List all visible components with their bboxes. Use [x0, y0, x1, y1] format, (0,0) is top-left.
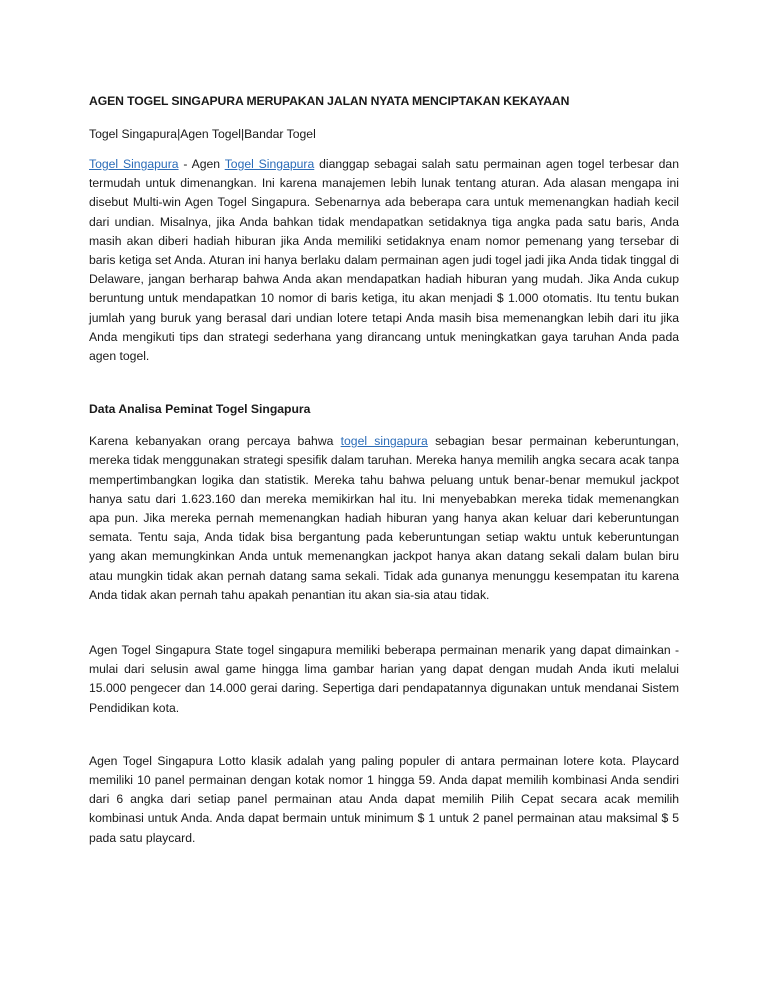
link-togel-singapura-1[interactable]: Togel Singapura: [89, 157, 179, 171]
document-title: AGEN TOGEL SINGAPURA MERUPAKAN JALAN NYATA MENCIPTAKAN KEKAYAAN: [89, 94, 570, 108]
paragraph-analisa: [89, 432, 679, 605]
paragraph-state-togel: Agen Togel Singapura State togel singapura memiliki beberapa permainan menarik yang dapat dimainkan - mulai dari selusin awal game hingga lima gambar harian yang dapat dengan mudah Anda ikuti melalui 15.000 pengecer dan 14.000 gerai daring. Sepertiga dari pendapatannya digunakan untuk mendanai Sistem Pendidikan kota.: [89, 643, 679, 715]
link-togel-singapura-2[interactable]: Togel Singapura: [224, 157, 315, 171]
paragraph-intro-text-1: - Agen: [178, 157, 225, 171]
paragraph-analisa-text-2: sebagian besar permainan keberuntungan, mereka tidak menggunakan strategi spesifik dalam taruhan. Mereka hanya memilih angka secara acak tanpa mempertimbangkan logika dan statistik. Mereka tahu bahwa peluang untuk benar-benar memukul jackpot hanya satu dari 1.623.160 dan mereka memikirkan hal itu. Ini menyebabkan mereka tidak memenangkan apa pun. Jika mereka pernah memenangkan hadiah hiburan yang hanya akan keluar dari keberuntungan semata. Tentu saja, Anda tidak bisa bergantung pada keberuntungan setiap waktu untuk keberuntungan yang akan memungkinkan Anda untuk memenangkan jackpot hanya akan datang sekali dalam bulan biru atau mungkin tidak akan pernah datang sama sekali. Tidak ada gunanya menunggu kesempatan itu karena Anda tidak akan pernah tahu apakah penantian itu akan sia-sia atau tidak.: [89, 434, 680, 602]
link-togel-singapura-3[interactable]: togel singapura: [340, 434, 428, 449]
paragraph-intro: [89, 155, 679, 366]
paragraph-intro-text-2: dianggap sebagai salah satu permainan agen togel terbesar dan termudah untuk dimenangkan. Ini karena manajemen lebih lunak tentang aturan. Ada alasan mengapa ini disebut Multi-win Agen Togel Singapura. Sebenarnya ada beberapa cara untuk memenangkan hadiah kecil dari undian. Misalnya, jika Anda bahkan tidak mendapatkan setidaknya tiga angka pada satu baris, Anda masih akan diberi hadiah hiburan jika Anda memiliki setidaknya enam nomor pemenang yang tersebar di baris ketiga set Anda. Aturan ini hanya berlaku dalam permainan agen judi togel jadi jika Anda tidak tinggal di Delaware, jangan berharap bahwa Anda akan mendapatkan hadiah hiburan yang mudah. Jika Anda cukup beruntung untuk mendapatkan 10 nomor di baris ketiga, itu akan menjadi $ 1.000 otomatis. Itu tentu bukan jumlah yang buruk yang berasal dari undian lotere tetapi Anda masih bisa memenangkan lebih dari itu jika Anda mengikuti tips dan strategi sederhana yang dirancang untuk meningkatkan gaya taruhan Anda pada agen togel.: [89, 157, 679, 364]
paragraph-analisa-text-1: Karena kebanyakan orang percaya bahwa: [89, 434, 341, 449]
document-subtitle: Togel Singapura|Agen Togel|Bandar Togel: [89, 127, 316, 141]
paragraph-lotto-klasik: Agen Togel Singapura Lotto klasik adalah yang paling populer di antara permainan lotere kota. Playcard memiliki 10 panel permainan dengan kotak nomor 1 hingga 59. Anda dapat memilih kombinasi Anda sendiri dari 6 angka dari setiap panel permainan atau Anda dapat memilih Pilih Cepat secara acak memilih kombinasi untuk Anda. Anda dapat bermain untuk minimum $ 1 untuk 2 panel permainan atau maksimal $ 5 pada satu playcard.: [89, 753, 679, 845]
section-heading-data-analisa: Data Analisa Peminat Togel Singapura: [89, 402, 311, 417]
